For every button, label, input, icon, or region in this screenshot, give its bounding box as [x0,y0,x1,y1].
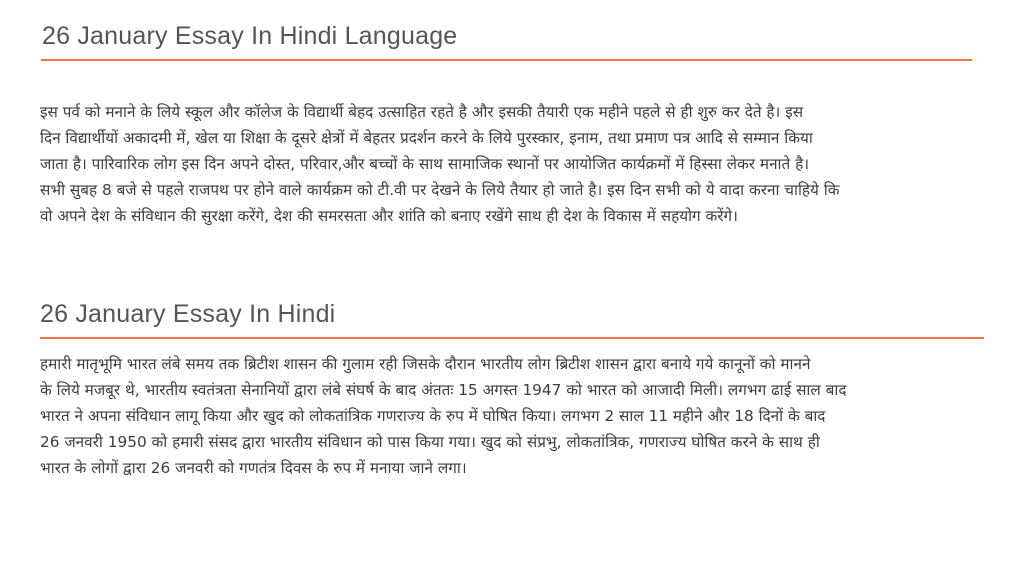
paragraph-line: 26 जनवरी 1950 को हमारी संसद द्वारा भारतीय संविधान को पास किया गया। खुद को संप्रभु, लोकतांत्रिक, गणराज्य घोषित करने के साथ ही [40,433,820,451]
section-paragraph [0,99,978,229]
section-paragraph [0,351,986,481]
paragraph-line: वो अपने देश के संविधान की सुरक्षा करेंगे, देश की समरसता और शांति को बनाए रखेंगे साथ ही देश के विकास में सहयोग करेंगे। [40,207,738,225]
essay-section-language [0,18,1024,229]
heading-divider [40,337,984,339]
paragraph-line: हमारी मातृभूमि भारत लंबे समय तक ब्रिटीश शासन की गुलाम रही जिसके दौरान भारतीय लोग ब्रिटीश शासन द्वारा बनाये गये कानूनों को मानने [40,355,811,373]
paragraph-line: भारत ने अपना संविधान लागू किया और खुद को लोकतांत्रिक गणराज्य के रुप में घोषित किया। लगभग 2 साल 11 महीने और 18 दिनों के बाद [40,407,826,425]
paragraph-line: के लिये मजबूर थे, भारतीय स्वतंत्रता सेनानियों द्वारा लंबे संघर्ष के बाद अंततः 15 अगस्त 1947 को भारत को आजादी मिली। लगभग ढाई साल बाद [40,381,847,399]
section-heading: 26 January Essay In Hindi [40,300,336,328]
paragraph-line: भारत के लोगों द्वारा 26 जनवरी को गणतंत्र दिवस के रुप में मनाया जाने लगा। [40,459,467,477]
paragraph-line: सभी सुबह 8 बजे से पहले राजपथ पर होने वाले कार्यक्रम को टी.वी पर देखने के लिये तैयार हो जाते है। इस दिन सभी को ये वादा करना चाहिये कि [40,181,840,199]
essay-section-hindi [0,296,1024,481]
paragraph-line: इस पर्व को मनाने के लिये स्कूल और कॉलेज के विद्यार्थी बेहद उत्साहित रहते है और इसकी तैयारी एक महीने पहले से ही शुरु कर देते है। इस [40,103,804,121]
heading-divider [41,59,972,61]
paragraph-line: दिन विद्यार्थीयों अकादमी में, खेल या शिक्षा के दूसरे क्षेत्रों में बेहतर प्रदर्शन करने के लिये पुरस्कार, इनाम, तथा प्रमाण पत्र आदि से सम्मान किया [40,129,813,147]
section-heading: 26 January Essay In Hindi Language [42,22,458,50]
paragraph-line: जाता है। पारिवारिक लोग इस दिन अपने दोस्त, परिवार,और बच्चों के साथ सामाजिक स्थानों पर आयोजित कार्यक्रमों में हिस्सा लेकर मनाते है। [40,155,810,173]
